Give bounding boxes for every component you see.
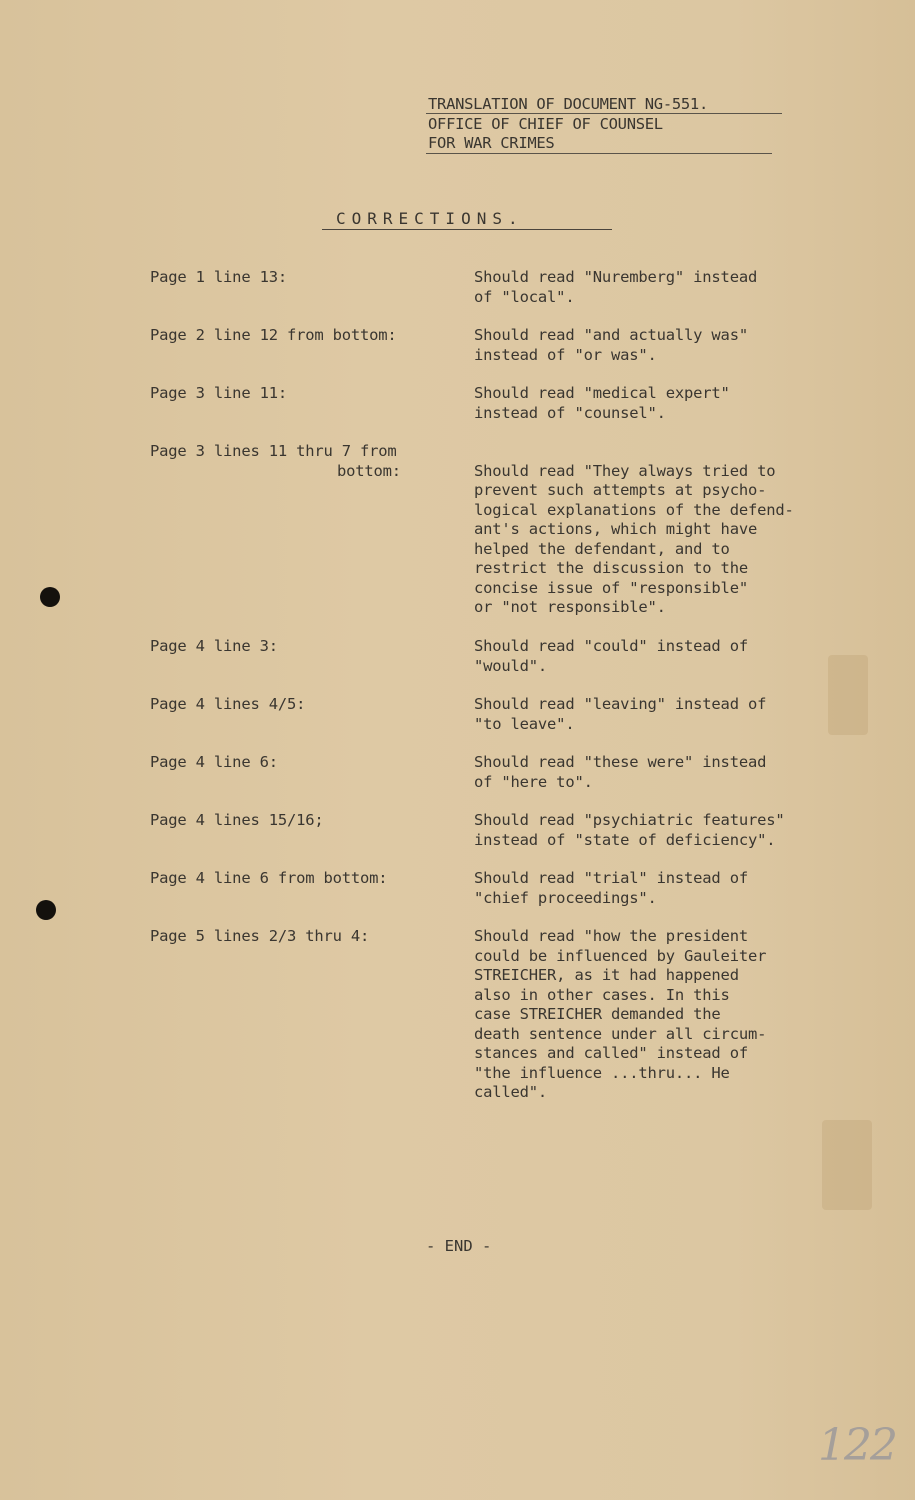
entry-location: Page 1 line 13: [150,268,287,286]
entry-location: Page 3 lines 11 thru 7 from [150,442,397,460]
entry-location: Page 4 line 6: [150,753,278,771]
punch-hole [40,587,60,607]
entry-correction: Should read "psychiatric features" instead of "state of deficiency". [474,811,785,849]
punch-hole [36,900,56,920]
handwritten-page-number: 122 [818,1420,896,1471]
entry-location: Page 4 line 3: [150,637,278,655]
paper-stain [822,1120,872,1210]
entry-correction: Should read "They always tried to prevent such attempts at psycho- logical explanations of the defend- ant's actions, which might have helped the defendant, and to restrict the discussion to the concise issue of "responsible" or "not responsible". [474,461,794,616]
entry-location: Page 3 line 11: [150,384,287,402]
entry-correction: Should read "could" instead of "would". [474,637,748,675]
end-marker: - END - [426,1237,492,1255]
header-underline [426,153,772,154]
entry-correction: Should read "trial" instead of "chief proceedings". [474,869,748,907]
entry-correction: Should read "and actually was" instead of "or was". [474,326,748,364]
entry-location: Page 4 lines 4/5: [150,695,306,713]
entry-location: Page 2 line 12 from bottom: [150,326,397,344]
entry-correction: Should read "leaving" instead of "to leave". [474,695,767,733]
document-header [428,95,708,154]
entry-location: Page 4 line 6 from bottom: [150,869,388,887]
header-line-2: OFFICE OF CHIEF OF COUNSEL [428,114,663,133]
entry-correction: Should read "Nuremberg" instead of "local". [474,268,758,306]
header-underline [426,113,782,114]
entry-correction: Should read "these were" instead of "here to". [474,753,767,791]
header-line-1: TRANSLATION OF DOCUMENT NG-551. [428,95,708,113]
title-underline [322,229,612,230]
header-line-3: FOR WAR CRIMES [428,134,555,152]
entry-location: Page 4 lines 15/16; [150,811,324,829]
entry-location: Page 5 lines 2/3 thru 4: [150,927,370,945]
page-title: CORRECTIONS. [336,209,524,228]
entry-correction: Should read "medical expert" instead of "counsel". [474,384,730,422]
entry-location-cont: bottom: [337,461,401,480]
entry-correction: Should read "how the president could be influenced by Gauleiter STREICHER, as it had happened also in other cases. In this case STREICHER demanded the death sentence under all circum- stances and called" instead of "the influence ...thru... He called". [474,927,767,1101]
